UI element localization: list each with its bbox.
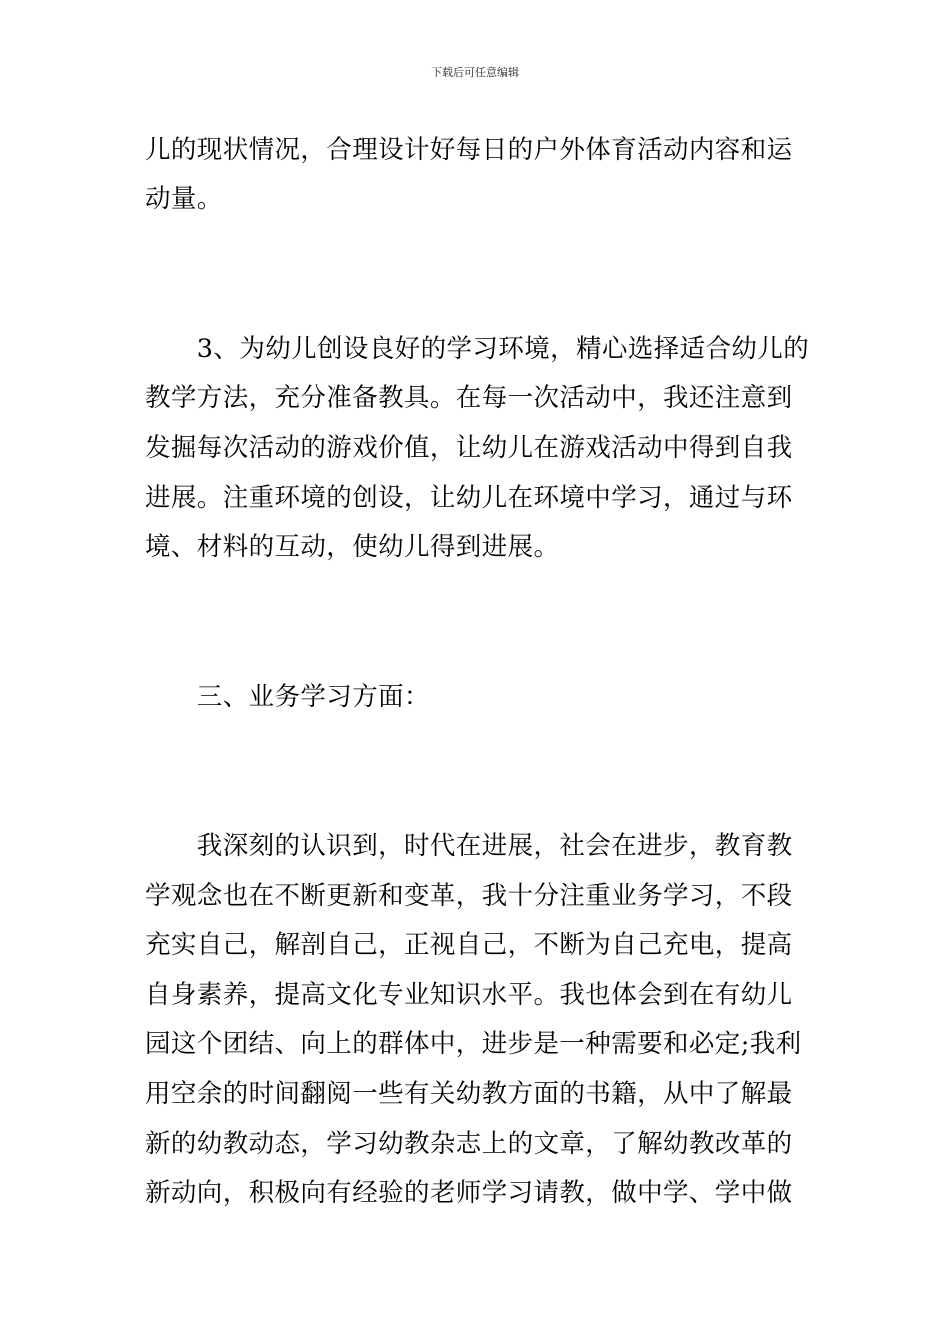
text-line: 自身素养，提高文化专业知识水平。我也体会到在有幼儿 [145,980,793,1010]
text-line: 我深刻的认识到，时代在进展，社会在进步，教育教 [145,831,793,861]
text-line: 境、材料的互动，使幼儿得到进展。 [145,532,560,562]
text-line: 园这个团结、向上的群体中，进步是一种需要和必定;我利 [145,1029,802,1059]
text-line: 进展。注重环境的创设，让幼儿在环境中学习，通过与环 [145,483,793,513]
text-line: 3、为幼儿创设良好的学习环境，精心选择适合幼儿的 [145,334,810,364]
page-header: 下载后可任意编辑 [431,66,519,79]
text-line: 学观念也在不断更新和变革，我十分注重业务学习，不段 [145,881,793,911]
text-line: 发掘每次活动的游戏价值，让幼儿在游戏活动中得到自我 [145,433,793,463]
text-line: 儿的现状情况，合理设计好每日的户外体育活动内容和运 [145,135,793,165]
text-line: 充实自己，解剖自己，正视自己，不断为自己充电，提高 [145,930,793,960]
text-line: 动量。 [145,184,223,214]
text-line: 新的幼教动态，学习幼教杂志上的文章，了解幼教改革的 [145,1129,793,1159]
text-line: 新动向，积极向有经验的老师学习请教，做中学、学中做 [145,1178,793,1208]
text-line: 用空余的时间翻阅一些有关幼教方面的书籍，从中了解最 [145,1079,793,1109]
text-line: 教学方法，充分准备教具。在每一次活动中，我还注意到 [145,383,793,413]
section-heading: 三、业务学习方面： [145,682,430,712]
